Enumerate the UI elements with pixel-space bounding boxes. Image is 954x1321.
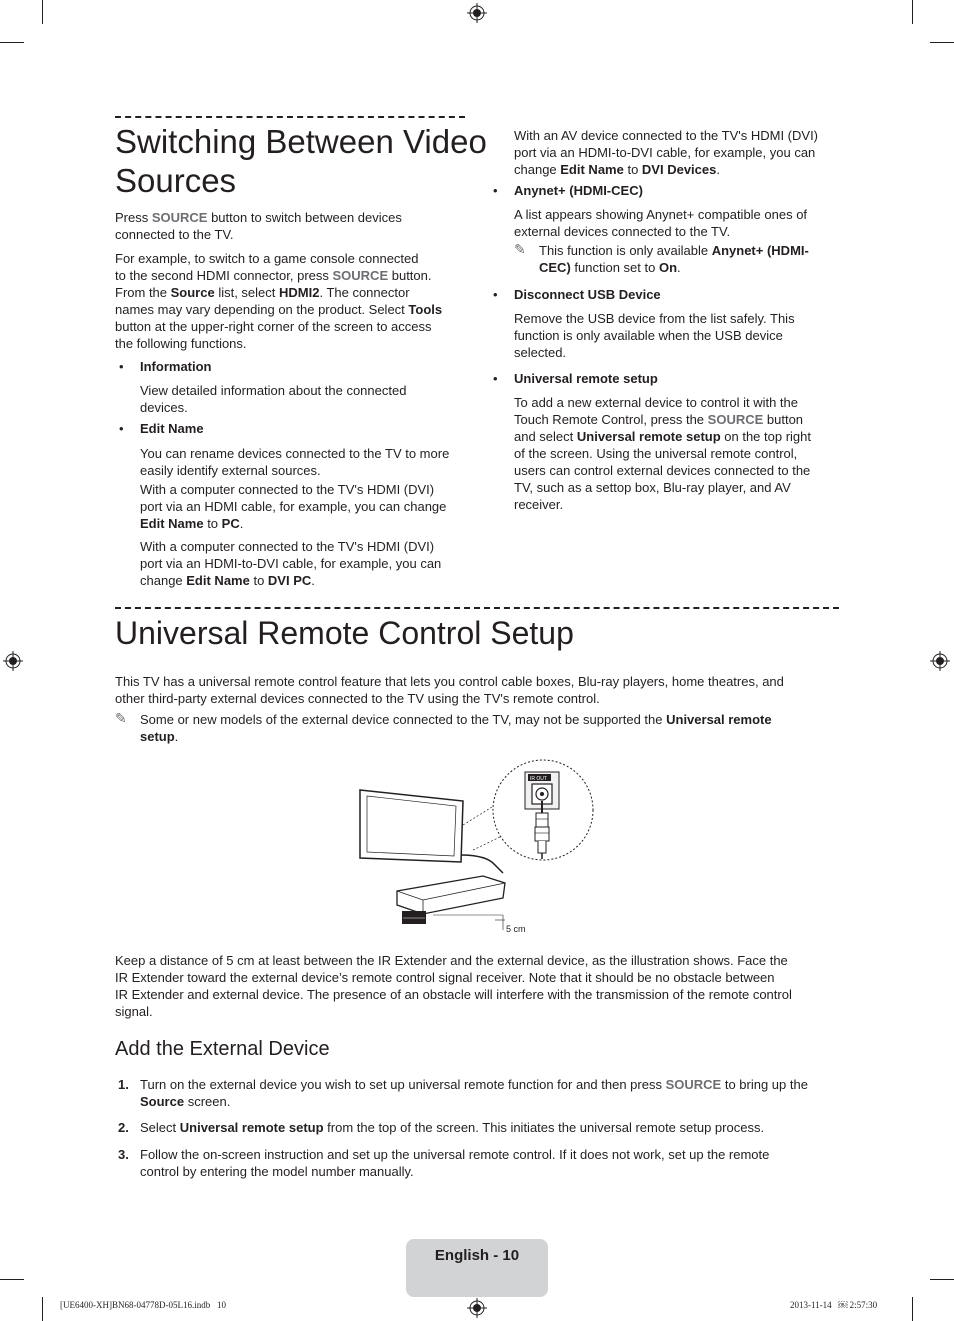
text: users can control external devices connected to the <box>514 463 811 478</box>
registration-mark-icon <box>3 651 23 671</box>
section-divider <box>115 116 465 118</box>
text: of the screen. Using the universal remote control, <box>514 446 798 461</box>
crop-mark <box>930 1279 954 1280</box>
item-title-universal-remote: Universal remote setup <box>514 371 658 386</box>
text: Keep a distance of 5 cm at least between the IR Extender and the external device, as the illustration shows. Face the <box>115 953 788 968</box>
step-number: 2. <box>118 1120 129 1135</box>
text: names may vary depending on the product. Select <box>115 302 409 317</box>
bold-term: Source <box>140 1094 185 1109</box>
section-divider <box>115 607 839 609</box>
note-pencil-icon: ✎ <box>514 241 526 257</box>
item-desc-edit-name-1 <box>140 445 480 479</box>
text: to <box>249 573 268 588</box>
text: With an AV device connected to the TV's HDMI (DVI) <box>514 128 819 143</box>
step-1 <box>140 1076 850 1110</box>
bold-term: Tools <box>408 302 443 317</box>
text: the following functions. <box>115 336 247 351</box>
section-title-switching <box>115 122 487 200</box>
item-desc-information <box>140 382 480 416</box>
text: devices. <box>140 400 188 415</box>
bullet: • <box>493 287 498 302</box>
text: external devices connected to the TV. <box>514 224 731 239</box>
text: To add a new external device to control it with the <box>514 395 798 410</box>
note-pencil-icon: ✎ <box>115 710 127 726</box>
text: control by entering the model number manually. <box>140 1164 414 1179</box>
page-number-label: English - 10 <box>434 1247 520 1264</box>
text: function is only available when the USB device <box>514 328 783 343</box>
bold-term: Universal remote setup <box>576 429 721 444</box>
text: Turn on the external device you wish to set up universal remote function for and then press <box>140 1077 666 1092</box>
text: IR Extender and external device. The presence of an obstacle will interfere with the transmission of the remote control <box>115 987 792 1002</box>
text: . <box>239 516 244 531</box>
crop-mark <box>912 1297 913 1321</box>
item-title-anynet: Anynet+ (HDMI-CEC) <box>514 183 643 198</box>
ir-extender-illustration <box>355 755 600 940</box>
text: Follow the on-screen instruction and set up the universal remote control. If it does not work, set up the remote <box>140 1147 770 1162</box>
title-line: Sources <box>115 162 237 199</box>
distance-label: 5 cm <box>506 924 526 934</box>
text: on the top right <box>720 429 811 444</box>
paragraph-press-source <box>115 209 475 243</box>
text: . <box>311 573 315 588</box>
text: port via an HDMI cable, for example, you can change <box>140 499 447 514</box>
cable-shape <box>461 855 503 873</box>
step-number: 1. <box>118 1077 129 1092</box>
paragraph-keep-distance <box>115 952 845 1020</box>
text: from the top of the screen. This initiates the universal remote setup process. <box>323 1120 765 1135</box>
crop-mark <box>912 0 913 24</box>
registration-mark-icon <box>467 3 487 23</box>
source-keyword: SOURCE <box>665 1077 722 1092</box>
item-desc-anynet <box>514 206 854 240</box>
bullet: • <box>119 421 124 436</box>
text: function set to <box>570 260 659 275</box>
text: Some or new models of the external device connected to the TV, may not be supported the <box>140 712 667 727</box>
text: From the <box>115 285 171 300</box>
subsection-title-add-device: Add the External Device <box>115 1038 330 1060</box>
source-keyword: SOURCE <box>707 412 764 427</box>
registration-mark-icon <box>930 651 950 671</box>
text: button at the upper-right corner of the screen to access <box>115 319 432 334</box>
item-desc-edit-name-3 <box>140 538 480 589</box>
text: to <box>203 516 222 531</box>
text: IR Extender toward the external device’s remote control signal receiver. Note that it should be no obstacle between <box>115 970 775 985</box>
bold-term: CEC) <box>539 260 571 275</box>
text: Press <box>115 210 152 225</box>
item-desc-usb <box>514 310 854 361</box>
item-title-usb: Disconnect USB Device <box>514 287 661 302</box>
crop-mark <box>0 1279 24 1280</box>
text: TV, such as a settop box, Blu-ray player, and AV <box>514 480 791 495</box>
text: For example, to switch to a game console connected <box>115 251 419 266</box>
text: port via an HDMI-to-DVI cable, for example, you can <box>140 556 442 571</box>
bold-term: DVI PC <box>267 573 312 588</box>
timestamp: 2013-11-14 ￼ 2:57:30 <box>790 1300 878 1310</box>
text: button. <box>388 268 432 283</box>
text: . <box>677 260 681 275</box>
text: selected. <box>514 345 567 360</box>
text: port via an HDMI-to-DVI cable, for example, you can <box>514 145 816 160</box>
bullet: • <box>493 371 498 386</box>
bold-term: HDMI2 <box>279 285 320 300</box>
text: . The connector <box>319 285 410 300</box>
text: list, select <box>214 285 279 300</box>
bold-term: Anynet+ (HDMI- <box>711 243 809 258</box>
step-2 <box>140 1119 850 1136</box>
text: receiver. <box>514 497 564 512</box>
text: Select <box>140 1120 180 1135</box>
note-anynet <box>539 242 839 276</box>
title-line: Switching Between Video <box>115 123 487 160</box>
text: This function is only available <box>539 243 712 258</box>
text: With a computer connected to the TV's HDMI (DVI) <box>140 539 435 554</box>
crop-mark <box>42 1297 43 1321</box>
text: You can rename devices connected to the TV to more <box>140 446 450 461</box>
text: to <box>623 162 642 177</box>
set-top-box-shape <box>397 876 505 914</box>
step-number: 3. <box>118 1147 129 1162</box>
paragraph-example <box>115 250 475 352</box>
text: Remove the USB device from the list safely. This <box>514 311 795 326</box>
bold-term: Edit Name <box>186 573 250 588</box>
bold-term: Edit Name <box>560 162 624 177</box>
text: button <box>763 412 804 427</box>
bold-term: Universal remote setup <box>179 1120 324 1135</box>
section-title-universal-remote: Universal Remote Control Setup <box>115 615 574 651</box>
text: change <box>514 162 561 177</box>
text: . <box>716 162 720 177</box>
item-title-edit-name: Edit Name <box>140 421 204 436</box>
text: This TV has a universal remote control feature that lets you control cable boxes, Blu-ray players, home theatres, and <box>115 674 784 689</box>
item-title-information: Information <box>140 359 212 374</box>
text: Touch Remote Control, press the <box>514 412 708 427</box>
text: other third-party external devices connected to the TV using the TV's remote control. <box>115 691 600 706</box>
file-info: [UE6400-XH]BN68-04778D-05L16.indb 10 <box>60 1300 226 1310</box>
text: . <box>174 729 179 744</box>
text: to the second HDMI connector, press <box>115 268 333 283</box>
text: connected to the TV. <box>115 227 234 242</box>
text: easily identify external sources. <box>140 463 321 478</box>
text: change <box>140 573 187 588</box>
bold-term: setup <box>140 729 175 744</box>
ir-extender-shape <box>402 911 426 924</box>
text: and select <box>514 429 577 444</box>
text: signal. <box>115 1004 153 1019</box>
text: A list appears showing Anynet+ compatible ones of <box>514 207 808 222</box>
crop-mark <box>930 42 954 43</box>
text: With a computer connected to the TV's HDMI (DVI) <box>140 482 435 497</box>
paragraph-intro <box>115 673 845 707</box>
source-keyword: SOURCE <box>151 210 208 225</box>
bullet: • <box>493 183 498 198</box>
crop-mark <box>42 0 43 24</box>
ir-out-label: IR OUT <box>530 776 547 782</box>
text: View detailed information about the connected <box>140 383 407 398</box>
registration-mark-icon <box>467 1298 487 1318</box>
bold-term: DVI Devices <box>641 162 717 177</box>
note-support <box>140 711 850 745</box>
text: to bring up the <box>721 1077 808 1092</box>
item-desc-universal-remote <box>514 394 854 513</box>
paragraph-av-device <box>514 127 854 178</box>
bold-term: PC <box>221 516 240 531</box>
bold-term: Universal remote <box>666 712 772 727</box>
source-keyword: SOURCE <box>332 268 389 283</box>
bold-term: Edit Name <box>140 516 204 531</box>
bold-term: Source <box>170 285 215 300</box>
bold-term: On <box>658 260 678 275</box>
bullet: • <box>119 359 124 374</box>
crop-mark <box>0 42 24 43</box>
text: button to switch between devices <box>207 210 402 225</box>
step-3 <box>140 1146 850 1180</box>
item-desc-edit-name-2 <box>140 481 480 532</box>
text: screen. <box>184 1094 231 1109</box>
